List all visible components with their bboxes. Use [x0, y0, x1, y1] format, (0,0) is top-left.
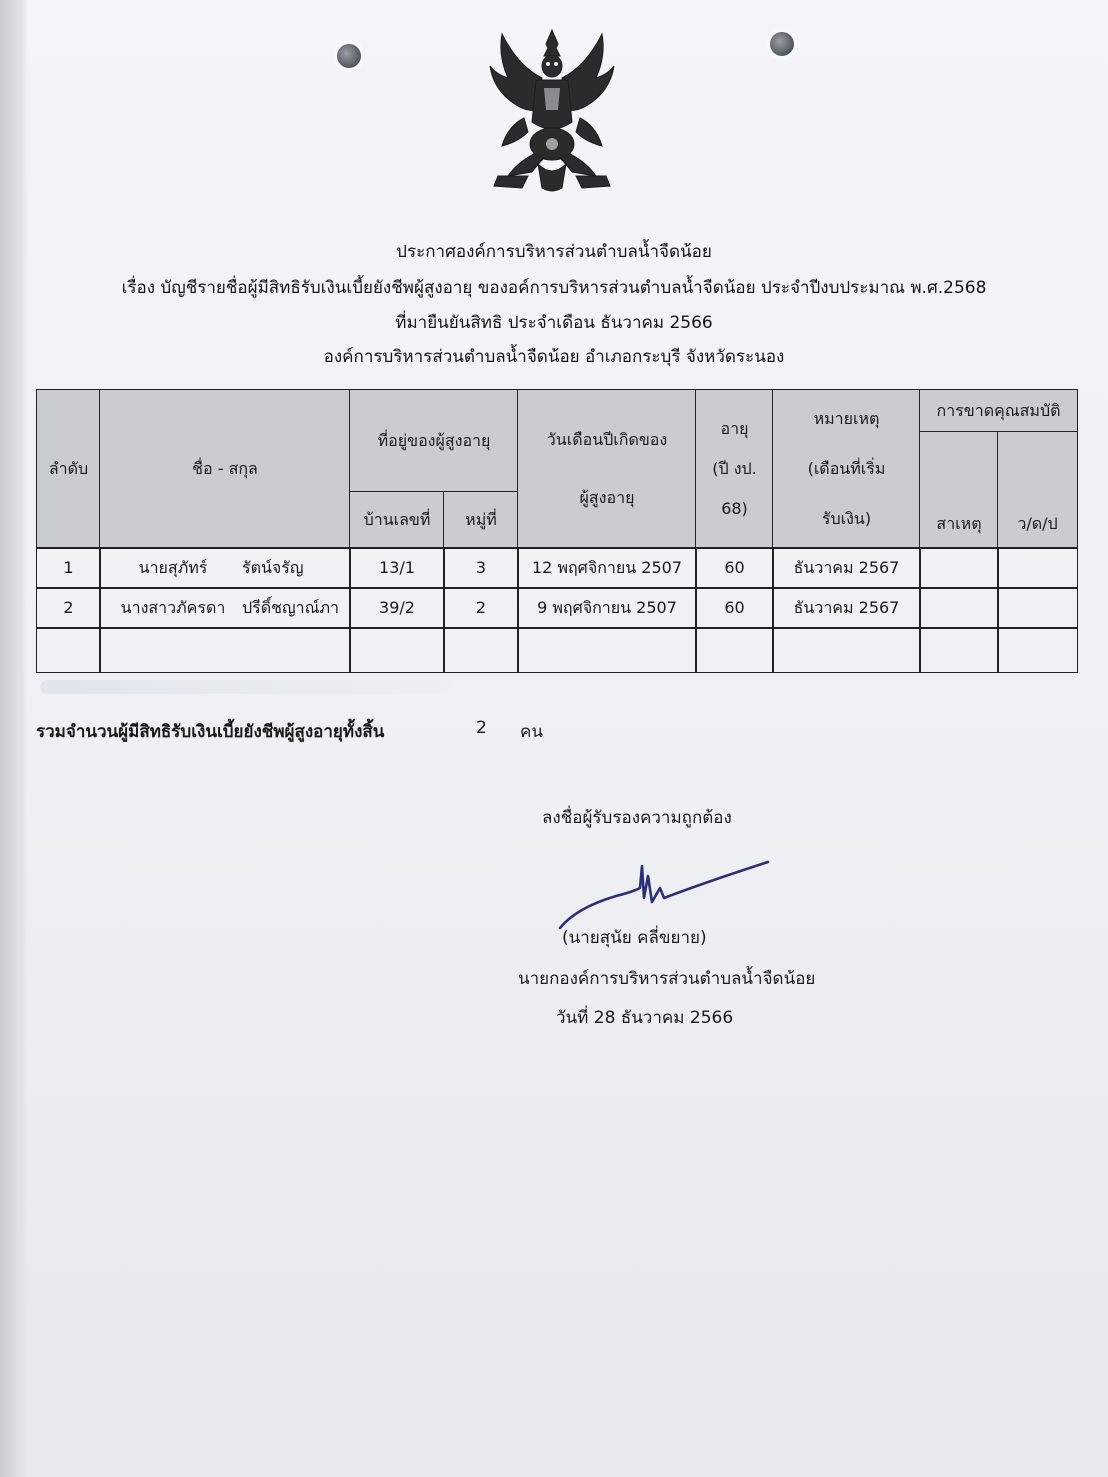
- total-row: [36, 718, 543, 745]
- empty-cell: [919, 627, 999, 673]
- row1-date: [997, 547, 1078, 589]
- row1-first-name: นายสุภัทร์: [138, 558, 208, 577]
- organization-line: องค์การบริหารส่วนตำบลน้ำจืดน้อย อำเภอกระบุรี จังหวัดระนอง: [323, 347, 785, 367]
- header-remark: [772, 389, 921, 549]
- total-unit: คน: [520, 722, 543, 742]
- row1-house: 13/1: [349, 547, 445, 589]
- punch-hole-left: [337, 44, 361, 68]
- empty-cell: [517, 627, 697, 673]
- punch-hole-right: [770, 32, 794, 56]
- header-disqualification: การขาดคุณสมบัติ: [919, 389, 1078, 433]
- header-address: ที่อยู่ของผู้สูงอายุ: [349, 389, 519, 493]
- empty-cell: [997, 627, 1078, 673]
- faint-smudge: [40, 680, 450, 694]
- header-age-line1: อายุ: [720, 419, 749, 438]
- header-moo: หมู่ที่: [443, 491, 519, 549]
- row2-cause: [919, 587, 999, 629]
- header-house-no: บ้านเลขที่: [349, 491, 445, 549]
- row1-moo: 3: [443, 547, 519, 589]
- empty-cell: [695, 627, 774, 673]
- empty-cell: [443, 627, 519, 673]
- header-remark-line3: รับเงิน): [821, 509, 872, 528]
- empty-cell: [772, 627, 921, 673]
- row2-moo: 2: [443, 587, 519, 629]
- row2-order: 2: [36, 587, 101, 629]
- page-shadow: [0, 0, 28, 1477]
- beneficiary-table-grid: [36, 389, 1078, 673]
- header-remark-line1: หมายเหตุ: [813, 409, 880, 428]
- signer-position: นายกองค์การบริหารส่วนตำบลน้ำจืดน้อย: [518, 969, 816, 989]
- header-birthdate-line2: ผู้สูงอายุ: [579, 488, 635, 507]
- header-date: ว/ด/ป: [997, 431, 1078, 549]
- header-birthdate: [517, 389, 697, 549]
- row1-order: 1: [36, 547, 101, 589]
- row2-date: [997, 587, 1078, 629]
- row1-name: [99, 547, 351, 589]
- month-line: ที่มายืนยันสิทธิ ประจำเดือน ธันวาคม 2566: [395, 313, 713, 333]
- announcement-title: ประกาศองค์การบริหารส่วนตำบลน้ำจืดน้อย: [396, 242, 712, 262]
- row2-last-name: ปรีดิ์ชญาณ์ภา: [242, 598, 339, 617]
- signer-name: (นายสุนัย คลี่ขยาย): [562, 928, 707, 948]
- row1-cause: [919, 547, 999, 589]
- row1-last-name: รัตน์จรัญ: [242, 558, 304, 577]
- header-cause: สาเหตุ: [919, 431, 999, 549]
- row1-remark: ธันวาคม 2567: [772, 547, 921, 589]
- row2-remark: ธันวาคม 2567: [772, 587, 921, 629]
- header-remark-line2: (เดือนที่เริ่ม: [807, 459, 886, 478]
- row2-first-name: นางสาวภัครดา: [120, 598, 226, 617]
- sign-date: วันที่ 28 ธันวาคม 2566: [556, 1008, 734, 1028]
- header-age-line2: (ปี งป.: [712, 459, 757, 478]
- header-birthdate-line1: วันเดือนปีเกิดของ: [546, 430, 668, 449]
- empty-cell: [349, 627, 445, 673]
- row2-name: [99, 587, 351, 629]
- header-age-line3: 68): [721, 499, 748, 518]
- empty-cell: [99, 627, 351, 673]
- row1-birth: 12 พฤศจิกายน 2507: [517, 547, 697, 589]
- row2-birth: 9 พฤศจิกายน 2507: [517, 587, 697, 629]
- row1-age: 60: [695, 547, 774, 589]
- subject-line: เรื่อง บัญชีรายชื่อผู้มีสิทธิรับเงินเบี้ยยังชีพผู้สูงอายุ ของอค์การบริหารส่วนตำบลน้ำจืดน้อย ประจำปีงบประมาณ พ.ศ.2568: [121, 278, 987, 298]
- header-order: ลำดับ: [36, 389, 101, 549]
- header-name: ชื่อ - สกุล: [99, 389, 351, 549]
- row2-age: 60: [695, 587, 774, 629]
- certify-label: ลงชื่อผู้รับรองความถูกต้อง: [542, 808, 732, 828]
- total-count: 2: [476, 718, 487, 738]
- total-label: รวมจำนวนผู้มีสิทธิรับเงินเบี้ยยังชีพผู้สูงอายุทั้งสิ้น: [36, 722, 385, 742]
- row2-house: 39/2: [349, 587, 445, 629]
- empty-cell: [36, 627, 101, 673]
- header-age: [695, 389, 774, 549]
- garuda-emblem-icon: [488, 26, 616, 196]
